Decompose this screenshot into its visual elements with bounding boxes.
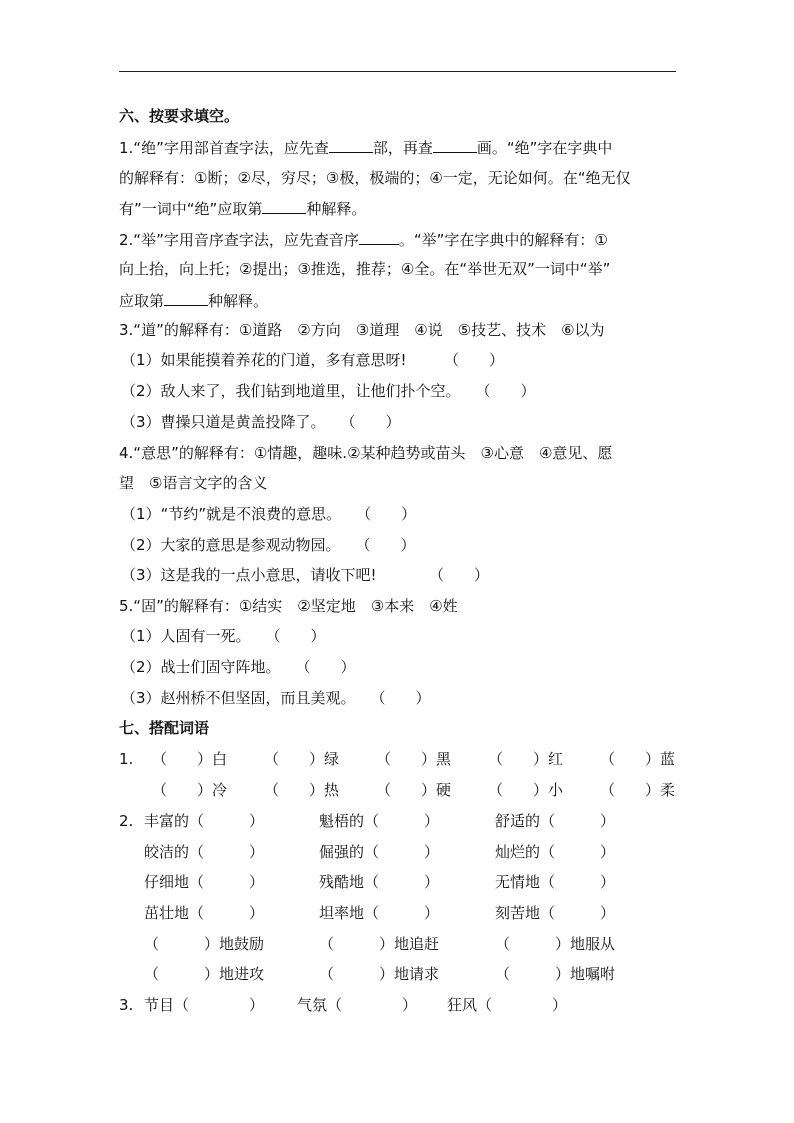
s7-q3-number: 3.	[119, 996, 134, 1014]
s7-q1-r1-green: （ ）绿	[264, 750, 340, 768]
s7-q2-b2-c3: （ ）地嘱咐	[495, 965, 616, 983]
q3-item-2: （2）敌人来了，我们钻到地道里，让他们扑个空。 （ ）	[121, 382, 536, 400]
s7-q1-r2-hard: （ ）硬	[376, 781, 452, 799]
s7-q1-r1-black: （ ）黑	[376, 750, 452, 768]
q4-item-1: （1）“节约”就是不浪费的意思。 （ ）	[121, 505, 417, 523]
s7-q2-b1-c1: （ ）地鼓励	[144, 935, 265, 953]
s7-q2-r1-c3: 舒适的（ ）	[495, 812, 616, 830]
q1-text-b: 部，再查	[372, 139, 433, 157]
s7-q2-r4-c3: 刻苦地（ ）	[495, 904, 616, 922]
s7-q1-r1-red: （ ）红	[488, 750, 564, 768]
s7-q2-r4-c2: 坦率地（ ）	[319, 904, 440, 922]
q4-item-3: （3）这是我的一点小意思，请收下吧! （ ）	[121, 566, 490, 584]
q1-text-d: 有”一词中“绝”应取第	[119, 200, 263, 218]
s7-q1-number: 1.	[119, 750, 134, 768]
q5-item-1: （1）人固有一死。 （ ）	[121, 627, 326, 645]
q2-text-a: 2.“举”字用音序查字法，应先查音序	[119, 231, 359, 249]
s7-q2-number: 2.	[119, 812, 134, 830]
s7-q1-r2-hot: （ ）热	[264, 781, 340, 799]
q1-text-a: 1.“绝”字用部首查字法，应先查	[119, 139, 329, 157]
s7-q2-r2-c2: 倔强的（ ）	[319, 843, 440, 861]
s7-q3-item-1: 节目（ ）	[144, 996, 265, 1014]
q1-text-c: 画。“绝”字在字典中	[476, 139, 613, 157]
q1-meaning-blank[interactable]	[262, 198, 306, 214]
header-rule	[119, 71, 676, 72]
q3-item-1: （1）如果能摸着养花的门道，多有意思呀! （ ）	[121, 351, 505, 369]
section-6-heading: 六、按要求填空。	[119, 107, 240, 125]
s7-q2-b2-c1: （ ）地进攻	[144, 965, 265, 983]
s7-q1-r1-blue: （ ）蓝	[600, 750, 676, 768]
q2-text-c: 应取第	[119, 292, 165, 310]
s7-q2-r4-c1: 茁壮地（ ）	[144, 904, 265, 922]
s7-q3-item-2: 气氛（ ）	[297, 996, 418, 1014]
q2-text-d: 种解释。	[208, 292, 269, 310]
q2-line-2: 向上抬，向上托；②提出；③推选，推荐；④全。在“举世无双”一词中“举”	[119, 260, 611, 278]
q4-intro-2: 望 ⑤语言文字的含义	[119, 474, 268, 492]
q4-intro: 4.“意思”的解释有：①情趣，趣味.②某种趋势或苗头 ③心意 ④意见、愿	[119, 444, 613, 462]
s7-q3-item-3: 狂风（ ）	[447, 996, 568, 1014]
q2-text-b: 。“举”字在字典中的解释有：①	[398, 231, 608, 249]
q1-line-2: 的解释有：①断；②尽，穷尽；③极，极端的；④一定，无论如何。在“绝无仅	[119, 169, 631, 187]
q1-strokes-blank[interactable]	[433, 137, 477, 153]
q2-line-1	[119, 229, 608, 250]
s7-q1-r2-small: （ ）小	[488, 781, 564, 799]
s7-q2-r1-c2: 魁梧的（ ）	[319, 812, 440, 830]
s7-q2-b1-c2: （ ）地追赶	[319, 935, 440, 953]
s7-q1-r2-soft: （ ）柔	[600, 781, 676, 799]
q5-item-3: （3）赵州桥不但坚固，而且美观。 （ ）	[121, 689, 431, 707]
q1-line-1	[119, 137, 612, 158]
q3-intro: 3.“道”的解释有：①道路 ②方向 ③道理 ④说 ⑤技艺、技术 ⑥以为	[119, 321, 605, 339]
q1-line-3	[119, 198, 366, 219]
section-7-heading: 七、搭配词语	[119, 719, 210, 737]
q2-meaning-blank[interactable]	[164, 290, 208, 306]
q1-radical-blank[interactable]	[329, 137, 373, 153]
s7-q2-r2-c3: 灿烂的（ ）	[495, 843, 616, 861]
s7-q2-b1-c3: （ ）地服从	[495, 935, 616, 953]
q5-intro: 5.“固”的解释有：①结实 ②坚定地 ③本来 ④姓	[119, 597, 458, 615]
s7-q2-r2-c1: 皎洁的（ ）	[144, 843, 265, 861]
s7-q1-r2-cold: （ ）冷	[152, 781, 228, 799]
q2-line-3	[119, 290, 268, 311]
s7-q2-r3-c3: 无情地（ ）	[495, 873, 616, 891]
s7-q1-r1-white: （ ）白	[152, 750, 228, 768]
q3-item-3: （3）曹操只道是黄盖投降了。 （ ）	[121, 413, 401, 431]
s7-q2-r1-c1: 丰富的（ ）	[144, 812, 265, 830]
s7-q2-r3-c2: 残酷地（ ）	[319, 873, 440, 891]
q2-letter-blank[interactable]	[359, 229, 399, 245]
q4-item-2: （2）大家的意思是参观动物园。 （ ）	[121, 536, 416, 554]
s7-q2-r3-c1: 仔细地（ ）	[144, 873, 265, 891]
q1-text-e: 种解释。	[306, 200, 367, 218]
q5-item-2: （2）战士们固守阵地。 （ ）	[121, 658, 356, 676]
s7-q2-b2-c2: （ ）地请求	[319, 965, 440, 983]
